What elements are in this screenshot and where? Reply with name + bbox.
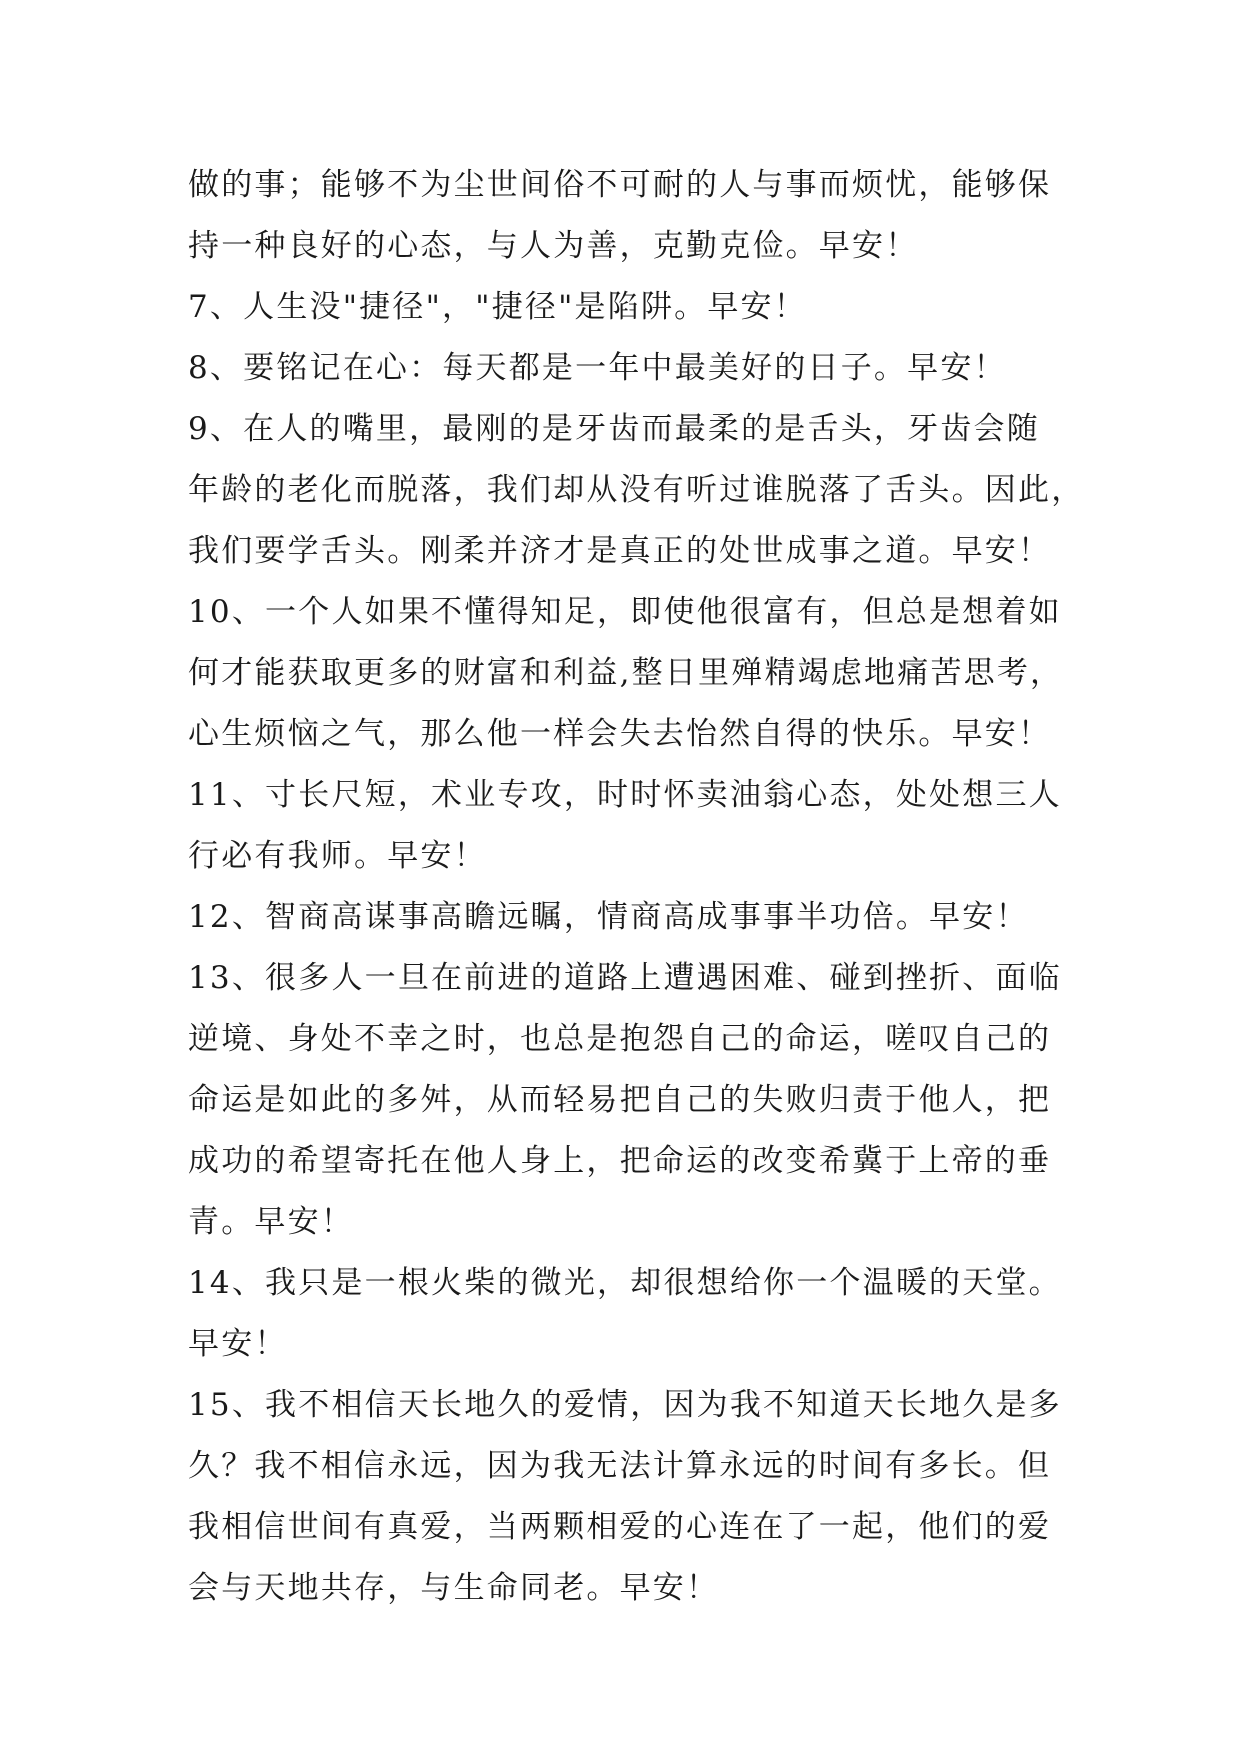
text-line: 10、一个人如果不懂得知足，即使他很富有，但总是想着如 [188,594,1062,630]
text-line: 15、我不相信天长地久的爱情，因为我不知道天长地久是多 [188,1387,1062,1423]
text-line: 持一种良好的心态，与人为善，克勤克俭。早安！ [188,228,919,264]
text-line: 13、很多人一旦在前进的道路上遭遇困难、碰到挫折、面临 [188,960,1062,996]
text-line: 会与天地共存，与生命同老。早安！ [188,1570,720,1606]
text-line: 做的事；能够不为尘世间俗不可耐的人与事而烦忧，能够保 [188,167,1052,203]
text-line: 12、智商高谋事高瞻远瞩，情商高成事事半功倍。早安！ [188,899,1029,935]
text-line: 我相信世间有真爱，当两颗相爱的心连在了一起，他们的爱 [188,1509,1052,1545]
text-line: 命运是如此的多舛，从而轻易把自己的失败归责于他人，把 [188,1082,1052,1118]
text-line: 早安！ [188,1326,288,1362]
text-line: 14、我只是一根火柴的微光，却很想给你一个温暖的天堂。 [188,1265,1062,1301]
text-line: 成功的希望寄托在他人身上，把命运的改变希冀于上帝的垂 [188,1143,1052,1179]
document-body [188,155,1085,1619]
text-line: 11、寸长尺短，术业专攻，时时怀卖油翁心态，处处想三人 [188,777,1062,813]
text-line: 9、在人的嘴里，最刚的是牙齿而最柔的是舌头，牙齿会随 [188,411,1040,447]
text-line: 青。早安！ [188,1204,354,1240]
text-line: 心生烦恼之气，那么他一样会失去怡然自得的快乐。早安！ [188,716,1052,752]
text-line: 年龄的老化而脱落，我们却从没有听过谁脱落了舌头。因此， [188,472,1085,508]
text-line: 8、要铭记在心：每天都是一年中最美好的日子。早安！ [188,350,1007,386]
text-line: 逆境、身处不幸之时，也总是抱怨自己的命运，嗟叹自己的 [188,1021,1052,1057]
text-line: 7、人生没"捷径"，"捷径"是陷阱。早安！ [188,289,807,325]
text-line: 何才能获取更多的财富和利益,整日里殚精竭虑地痛苦思考， [188,655,1064,691]
text-line: 久？我不相信永远，因为我无法计算永远的时间有多长。但 [188,1448,1052,1484]
text-line: 我们要学舌头。刚柔并济才是真正的处世成事之道。早安！ [188,533,1052,569]
text-line: 行必有我师。早安！ [188,838,487,874]
